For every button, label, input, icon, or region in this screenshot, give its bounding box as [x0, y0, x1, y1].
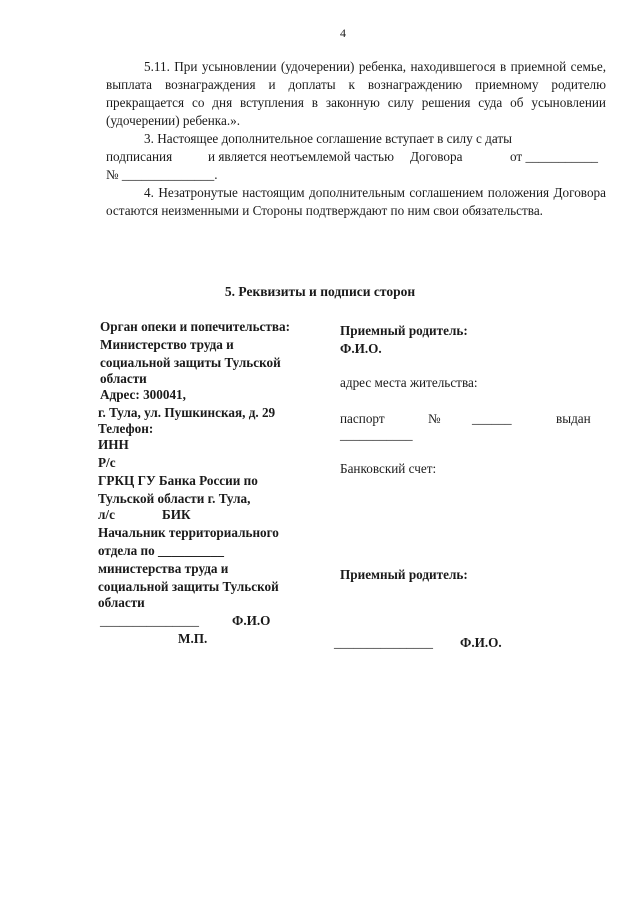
- left-line-15: министерства труда и: [98, 561, 229, 576]
- passport-number-sign: №: [428, 411, 441, 426]
- right-parent-name: Ф.И.О.: [340, 341, 382, 356]
- left-line-2: Министерство труда и: [100, 337, 234, 352]
- right-signature-name: Ф.И.О.: [460, 635, 502, 650]
- left-line-17: области: [98, 595, 145, 610]
- left-line-1: Орган опеки и попечительства:: [100, 319, 290, 334]
- paragraph-3-line2d: от ___________: [510, 149, 599, 164]
- left-line-9: Р/с: [98, 455, 116, 470]
- paragraph-5-11-text: 5.11. При усыновлении (удочерении) ребенка, находившегося в приемной семье, выплата вознаграждения и доплаты к вознаграждению приемному родителю прекращается со дня вступления в законную силу решения суда об усыновлении (удочерении) ребенка.».: [106, 59, 606, 128]
- passport-issued-blank: ___________: [340, 427, 413, 442]
- page-number: 4: [340, 26, 346, 40]
- paragraph-5-11: [106, 58, 606, 130]
- left-signature-line: _______________: [100, 613, 199, 628]
- left-line-6: г. Тула, ул. Пушкинская, д. 29: [98, 405, 276, 420]
- paragraph-3-line1: 3. Настоящее дополнительное соглашение вступает в силу с даты: [144, 131, 513, 146]
- passport-number-blank: ______: [472, 411, 512, 426]
- left-line-12a: л/с: [98, 507, 115, 522]
- right-parent-label: Приемный родитель:: [340, 323, 468, 338]
- right-address-label: адрес места жительства:: [340, 375, 478, 390]
- passport-label: паспорт: [340, 411, 385, 426]
- left-line-10: ГРКЦ ГУ Банка России по: [98, 473, 258, 488]
- paragraph-3-line2b: и является неотъемлемой частью: [208, 149, 394, 164]
- left-line-12b: БИК: [162, 507, 191, 522]
- left-signature-name: Ф.И.О: [232, 613, 271, 628]
- paragraph-3-line2a: подписания: [106, 149, 173, 164]
- left-line-7: Телефон:: [98, 421, 154, 436]
- paragraph-3-line3: № ______________.: [106, 167, 218, 182]
- section-heading: 5. Реквизиты и подписи сторон: [224, 284, 416, 299]
- left-line-8: ИНН: [98, 437, 129, 452]
- left-line-3: социальной защиты Тульской: [100, 355, 281, 370]
- left-line-5: Адрес: 300041,: [100, 387, 186, 402]
- paragraph-4: [106, 184, 606, 220]
- left-line-11: Тульской области г. Тула,: [98, 491, 251, 506]
- paragraph-3-line2c: Договора: [410, 149, 463, 164]
- passport-issued-label: выдан: [556, 411, 591, 426]
- paragraph-3: [106, 130, 606, 148]
- bank-account-label: Банковский счет:: [340, 461, 437, 476]
- right-signature-line: _______________: [334, 635, 433, 650]
- left-line-14: отдела по __________: [98, 543, 224, 558]
- right-parent-label-2: Приемный родитель:: [340, 567, 468, 582]
- left-line-4: области: [100, 371, 147, 386]
- paragraph-4-text: 4. Незатронутые настоящим дополнительным соглашением положения Договора остаются неизменными и Стороны подтверждают по ним свои обязательства.: [106, 185, 606, 218]
- left-line-16: социальной защиты Тульской: [98, 579, 279, 594]
- left-line-13: Начальник территориального: [98, 525, 279, 540]
- stamp-label: М.П.: [178, 631, 208, 646]
